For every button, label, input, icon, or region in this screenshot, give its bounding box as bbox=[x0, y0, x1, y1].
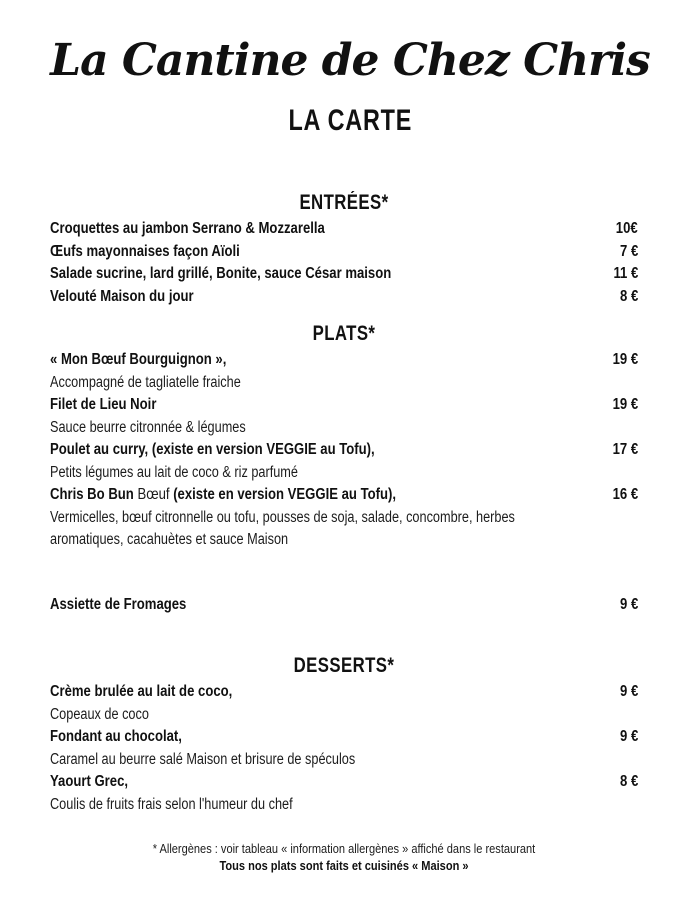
menu-header bbox=[0, 0, 700, 138]
item-price: 10€ bbox=[616, 220, 638, 237]
menu-item-row bbox=[50, 263, 638, 286]
item-price: 19 € bbox=[612, 396, 638, 413]
house-made-note: Tous nos plats sont faits et cuisinés « Maison » bbox=[219, 858, 469, 873]
item-price: 17 € bbox=[612, 441, 638, 458]
item-name bbox=[50, 484, 396, 507]
item-description: Caramel au beurre salé Maison et brisure de spéculos bbox=[50, 750, 356, 768]
section-entrees bbox=[50, 191, 638, 308]
item-name: « Mon Bœuf Bourguignon », bbox=[50, 351, 227, 368]
desserts-heading: DESSERTS* bbox=[293, 654, 395, 677]
menu-item-row bbox=[50, 726, 638, 749]
item-price: 7 € bbox=[619, 242, 638, 260]
section-plats bbox=[50, 322, 638, 552]
item-price: 16 € bbox=[612, 486, 638, 503]
item-name-part-light: Bœuf bbox=[137, 486, 174, 503]
item-name: Fondant au chocolat, bbox=[50, 728, 182, 745]
item-price: 9 € bbox=[619, 683, 638, 700]
menu-item-row bbox=[50, 218, 638, 241]
menu-item-row bbox=[50, 484, 638, 507]
item-name: Croquettes au jambon Serrano & Mozzarella bbox=[50, 220, 325, 237]
restaurant-title: La Cantine de Chez Chris bbox=[50, 35, 650, 86]
item-description: Vermicelles, bœuf citronnelle ou tofu, pousses de soja, salade, concombre, herbes aromatiques, cacahuètes et sauce Maison bbox=[50, 508, 515, 548]
menu-item-row-cheese bbox=[50, 594, 638, 617]
item-price: 8 € bbox=[619, 287, 638, 305]
item-description: Petits légumes au lait de coco & riz parfumé bbox=[50, 463, 298, 481]
item-name-part-bold: Chris Bo Bun bbox=[50, 486, 138, 503]
item-price: 19 € bbox=[612, 351, 638, 368]
item-name: Poulet au curry, (existe en version VEGGIE au Tofu), bbox=[50, 441, 375, 458]
item-name: Assiette de Fromages bbox=[50, 595, 187, 613]
plats-heading: PLATS* bbox=[312, 322, 376, 345]
item-description: Sauce beurre citronnée & légumes bbox=[50, 418, 246, 436]
menu-body bbox=[0, 191, 700, 874]
menu-item-row bbox=[50, 439, 638, 462]
section-desserts bbox=[50, 654, 638, 816]
item-name: Yaourt Grec, bbox=[50, 773, 129, 790]
menu-item-row bbox=[50, 771, 638, 794]
item-name: Salade sucrine, lard grillé, Bonite, sauce César maison bbox=[50, 265, 392, 282]
item-description: Accompagné de tagliatelle fraiche bbox=[50, 373, 241, 391]
menu-item-row bbox=[50, 241, 638, 264]
item-description: Copeaux de coco bbox=[50, 705, 149, 723]
menu-footer bbox=[50, 840, 638, 874]
item-name: Œufs mayonnaises façon Aïoli bbox=[50, 242, 240, 260]
item-price: 9 € bbox=[619, 728, 638, 745]
entrees-heading: ENTRÉES* bbox=[299, 191, 389, 214]
item-name-part-bold: (existe en version VEGGIE au Tofu), bbox=[173, 486, 397, 503]
item-name: Filet de Lieu Noir bbox=[50, 396, 157, 413]
menu-item-row bbox=[50, 681, 638, 704]
menu-subtitle: LA CARTE bbox=[288, 104, 412, 137]
menu-item-row bbox=[50, 394, 638, 417]
item-name: Crème brulée au lait de coco, bbox=[50, 683, 233, 700]
item-price: 9 € bbox=[619, 595, 638, 613]
item-description: Coulis de fruits frais selon l'humeur du chef bbox=[50, 795, 293, 813]
item-price: 8 € bbox=[619, 773, 638, 790]
item-price: 11 € bbox=[613, 265, 638, 282]
menu-item-row bbox=[50, 349, 638, 372]
item-name: Velouté Maison du jour bbox=[50, 287, 194, 305]
allergen-note: * Allergènes : voir tableau « information allergènes » affiché dans le restaurant bbox=[152, 841, 536, 856]
menu-item-row bbox=[50, 286, 638, 309]
